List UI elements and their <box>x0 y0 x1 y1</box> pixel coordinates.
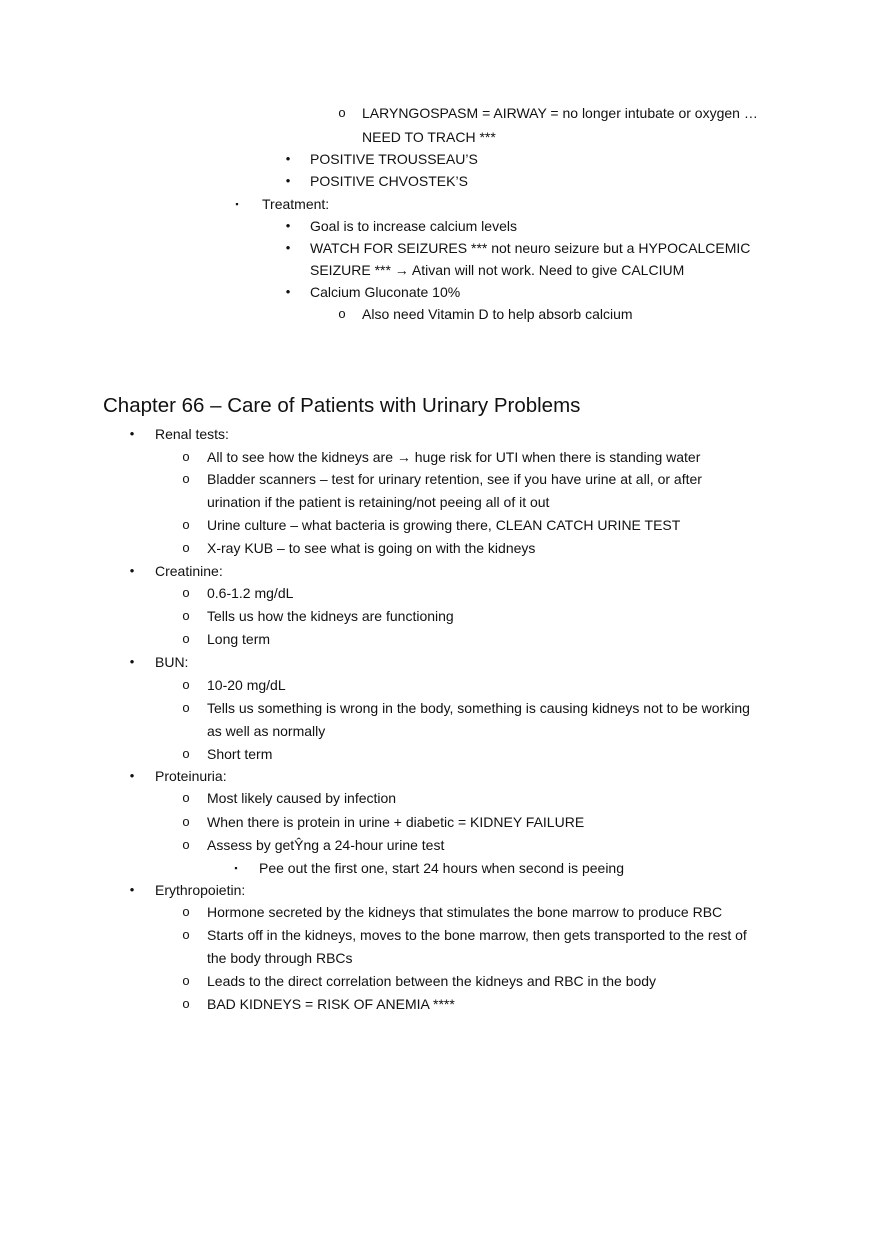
list-item-text: 10-20 mg/dL <box>207 677 286 693</box>
list-item-text: Urine culture – what bacteria is growing there, CLEAN CATCH URINE TEST <box>207 517 681 533</box>
list-item-text: WATCH FOR SEIZURES *** not neuro seizure but a HYPOCALCEMIC <box>310 240 751 256</box>
list-item-text: Tells us something is wrong in the body, something is causing kidneys not to be working <box>207 700 750 716</box>
list-item-text: Pee out the first one, start 24 hours when second is peeing <box>259 860 625 876</box>
list-item-text: 0.6-1.2 mg/dL <box>207 585 294 601</box>
bullet-marker: o <box>182 996 190 1011</box>
bullet-marker: o <box>182 471 190 486</box>
bullet-marker: o <box>182 585 190 600</box>
list-item-text: Short term <box>207 746 273 762</box>
bullet-marker: • <box>129 654 135 669</box>
list-item-text: the body through RBCs <box>207 950 353 966</box>
list-item-text: BAD KIDNEYS = RISK OF ANEMIA **** <box>207 996 455 1012</box>
bullet-marker: o <box>182 790 190 805</box>
bullet-marker: o <box>182 973 190 988</box>
bullet-marker: o <box>338 105 346 120</box>
bullet-marker: ▪ <box>235 199 239 209</box>
list-item-text: NEED TO TRACH *** <box>362 129 496 145</box>
list-item-text: All to see how the kidneys are → huge risk for UTI when there is standing water <box>207 449 701 465</box>
bullet-marker: o <box>182 837 190 852</box>
bullet-marker: • <box>129 768 135 783</box>
list-item-text: When there is protein in urine + diabetic = KIDNEY FAILURE <box>207 814 585 830</box>
bullet-marker: • <box>129 426 135 441</box>
list-item-text: Renal tests: <box>155 426 229 442</box>
list-item-text: Starts off in the kidneys, moves to the bone marrow, then gets transported to the rest of <box>207 927 747 943</box>
bullet-marker: o <box>182 449 190 464</box>
list-item-text: Calcium Gluconate 10% <box>310 284 461 300</box>
bullet-marker: • <box>285 173 291 188</box>
bullet-marker: • <box>129 882 135 897</box>
list-item-text: Hormone secreted by the kidneys that stimulates the bone marrow to produce RBC <box>207 904 723 920</box>
bullet-marker: o <box>182 814 190 829</box>
list-item-text: Treatment: <box>262 196 330 212</box>
bullet-marker: o <box>338 306 346 321</box>
list-item-text: Erythropoietin: <box>155 882 246 898</box>
bullet-marker: • <box>285 151 291 166</box>
bullet-marker: o <box>182 904 190 919</box>
list-item-text: BUN: <box>155 654 189 670</box>
list-item-text: Goal is to increase calcium levels <box>310 218 517 234</box>
bullet-marker: o <box>182 631 190 646</box>
bullet-marker: ▪ <box>234 863 238 873</box>
list-item-text: Long term <box>207 631 271 647</box>
bullet-marker: o <box>182 608 190 623</box>
list-item-text: Proteinuria: <box>155 768 227 784</box>
bullet-marker: • <box>285 240 291 255</box>
list-item-text: LARYNGOSPASM = AIRWAY = no longer intubate or oxygen … <box>362 105 758 121</box>
bullet-marker: • <box>129 563 135 578</box>
bullet-marker: o <box>182 746 190 761</box>
chapter-heading: Chapter 66 – Care of Patients with Urinary Problems <box>103 394 581 417</box>
list-item-text: POSITIVE TROUSSEAU’S <box>310 151 478 167</box>
bullet-marker: o <box>182 927 190 942</box>
list-item-text: Leads to the direct correlation between the kidneys and RBC in the body <box>207 973 657 989</box>
bullet-marker: o <box>182 517 190 532</box>
bullet-marker: o <box>182 677 190 692</box>
list-item-text: Assess by getŶng a 24-hour urine test <box>207 837 445 853</box>
bullet-marker: o <box>182 700 190 715</box>
list-item-text: Also need Vitamin D to help absorb calcium <box>362 306 633 322</box>
list-item-text: Creatinine: <box>155 563 223 579</box>
bullet-marker: • <box>285 218 291 233</box>
list-item-text: Bladder scanners – test for urinary retention, see if you have urine at all, or after <box>207 471 702 487</box>
bullet-marker: • <box>285 284 291 299</box>
list-item-text: urination if the patient is retaining/not peeing all of it out <box>207 494 550 510</box>
list-item-text: Tells us how the kidneys are functioning <box>207 608 454 624</box>
list-item-text: X-ray KUB – to see what is going on with the kidneys <box>207 540 536 556</box>
list-item-text: SEIZURE *** → Ativan will not work. Need to give CALCIUM <box>310 262 685 278</box>
list-item-text: POSITIVE CHVOSTEK’S <box>310 173 468 189</box>
bullet-marker: o <box>182 540 190 555</box>
list-item-text: Most likely caused by infection <box>207 790 397 806</box>
list-item-text: as well as normally <box>207 723 326 739</box>
